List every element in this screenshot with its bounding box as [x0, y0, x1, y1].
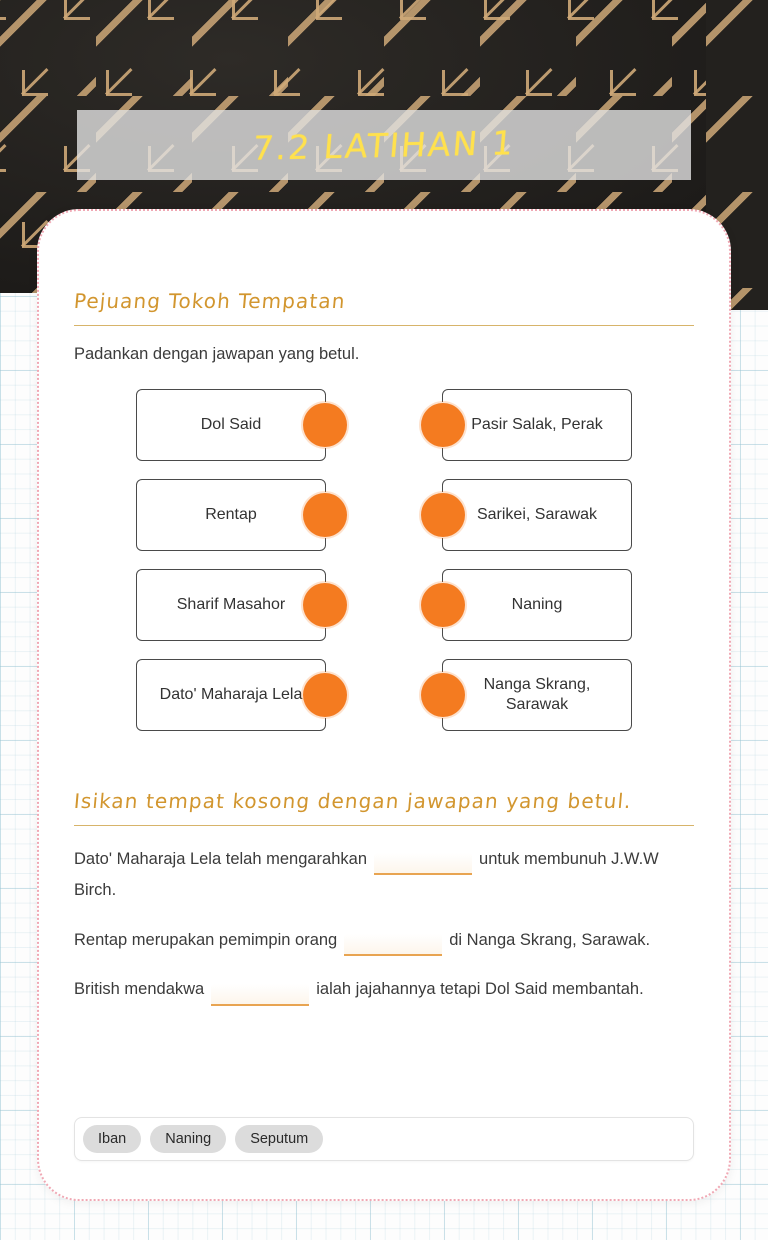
set-square-icon	[568, 0, 594, 20]
set-square-icon	[610, 70, 636, 96]
fill-blank-sentences	[74, 844, 694, 1006]
set-square-icon	[274, 70, 300, 96]
title-banner	[77, 110, 691, 180]
word-bank-chip[interactable]: Iban	[83, 1125, 141, 1153]
set-square-icon	[148, 0, 174, 20]
fill-blank-section	[74, 789, 694, 1006]
matching-section	[74, 289, 694, 731]
match-option-label: Sharif Masahor	[176, 595, 286, 613]
sentence-text-before: Dato' Maharaja Lela telah mengarahkan	[74, 849, 368, 868]
matching-section-heading: Pejuang Tokoh Tempatan	[72, 289, 347, 313]
match-option-left[interactable]	[136, 389, 326, 461]
sentence-text-after: ialah jajahannya tetapi Dol Said membantah.	[316, 980, 644, 999]
match-connector-dot[interactable]	[303, 493, 347, 537]
match-option-right[interactable]	[442, 659, 632, 731]
match-connector-dot[interactable]	[303, 583, 347, 627]
match-connector-dot[interactable]	[421, 493, 465, 537]
match-connector-dot[interactable]	[303, 673, 347, 717]
match-option-left[interactable]	[136, 659, 326, 731]
match-option-label: Dato' Maharaja Lela	[159, 685, 303, 703]
set-square-icon	[358, 70, 384, 96]
word-bank-chip[interactable]: Naning	[150, 1125, 226, 1153]
match-option-left[interactable]	[136, 479, 326, 551]
sentence-text-before: Rentap merupakan pemimpin orang	[74, 930, 338, 949]
fill-blank-section-divider	[74, 825, 694, 826]
match-connector-dot[interactable]	[421, 673, 465, 717]
word-bank	[74, 1117, 694, 1161]
set-square-icon	[0, 146, 6, 172]
set-square-icon	[484, 0, 510, 20]
match-option-label: Nanga Skrang, Sarawak	[483, 675, 591, 713]
worksheet-card	[37, 209, 731, 1201]
blank-input[interactable]	[344, 934, 442, 956]
set-square-icon	[22, 70, 48, 96]
matching-instruction: Padankan dengan jawapan yang betul.	[74, 345, 360, 363]
set-square-icon	[526, 70, 552, 96]
fill-blank-sentence	[74, 925, 694, 957]
worksheet-content	[39, 211, 729, 1199]
word-bank-chip[interactable]: Seputum	[235, 1125, 323, 1153]
matching-row	[74, 479, 694, 551]
match-option-right[interactable]	[442, 569, 632, 641]
matching-row	[74, 389, 694, 461]
blank-input[interactable]	[374, 853, 472, 875]
set-square-icon	[0, 0, 6, 20]
match-connector-dot[interactable]	[421, 583, 465, 627]
set-square-icon	[316, 0, 342, 20]
match-option-right[interactable]	[442, 389, 632, 461]
sentence-text-before: British mendakwa	[74, 980, 205, 999]
match-option-label: Naning	[511, 595, 563, 613]
match-option-label: Pasir Salak, Perak	[471, 415, 603, 433]
blank-input[interactable]	[211, 984, 309, 1006]
fill-blank-sentence	[74, 844, 694, 907]
match-option-label: Dol Said	[200, 415, 262, 433]
match-option-label: Sarikei, Sarawak	[476, 505, 598, 523]
match-option-label: Rentap	[205, 505, 257, 523]
set-square-icon	[442, 70, 468, 96]
fill-blank-sentence	[74, 974, 694, 1006]
set-square-icon	[232, 0, 258, 20]
sentence-text-after: untuk membunuh J.W.W Birch.	[74, 849, 659, 900]
matching-row	[74, 659, 694, 731]
set-square-icon	[64, 0, 90, 20]
set-square-icon	[190, 70, 216, 96]
match-connector-dot[interactable]	[421, 403, 465, 447]
matching-grid	[74, 389, 694, 731]
match-option-right[interactable]	[442, 479, 632, 551]
set-square-icon	[106, 70, 132, 96]
match-connector-dot[interactable]	[303, 403, 347, 447]
fill-blank-section-heading: Isikan tempat kosong dengan jawapan yang betul.	[72, 788, 633, 813]
sentence-text-after: di Nanga Skrang, Sarawak.	[449, 930, 651, 949]
matching-section-divider	[74, 325, 694, 326]
set-square-icon	[652, 0, 678, 20]
matching-row	[74, 569, 694, 641]
page-title: 7.2 LATIHAN 1	[251, 122, 517, 168]
set-square-icon	[400, 0, 426, 20]
match-option-left[interactable]	[136, 569, 326, 641]
